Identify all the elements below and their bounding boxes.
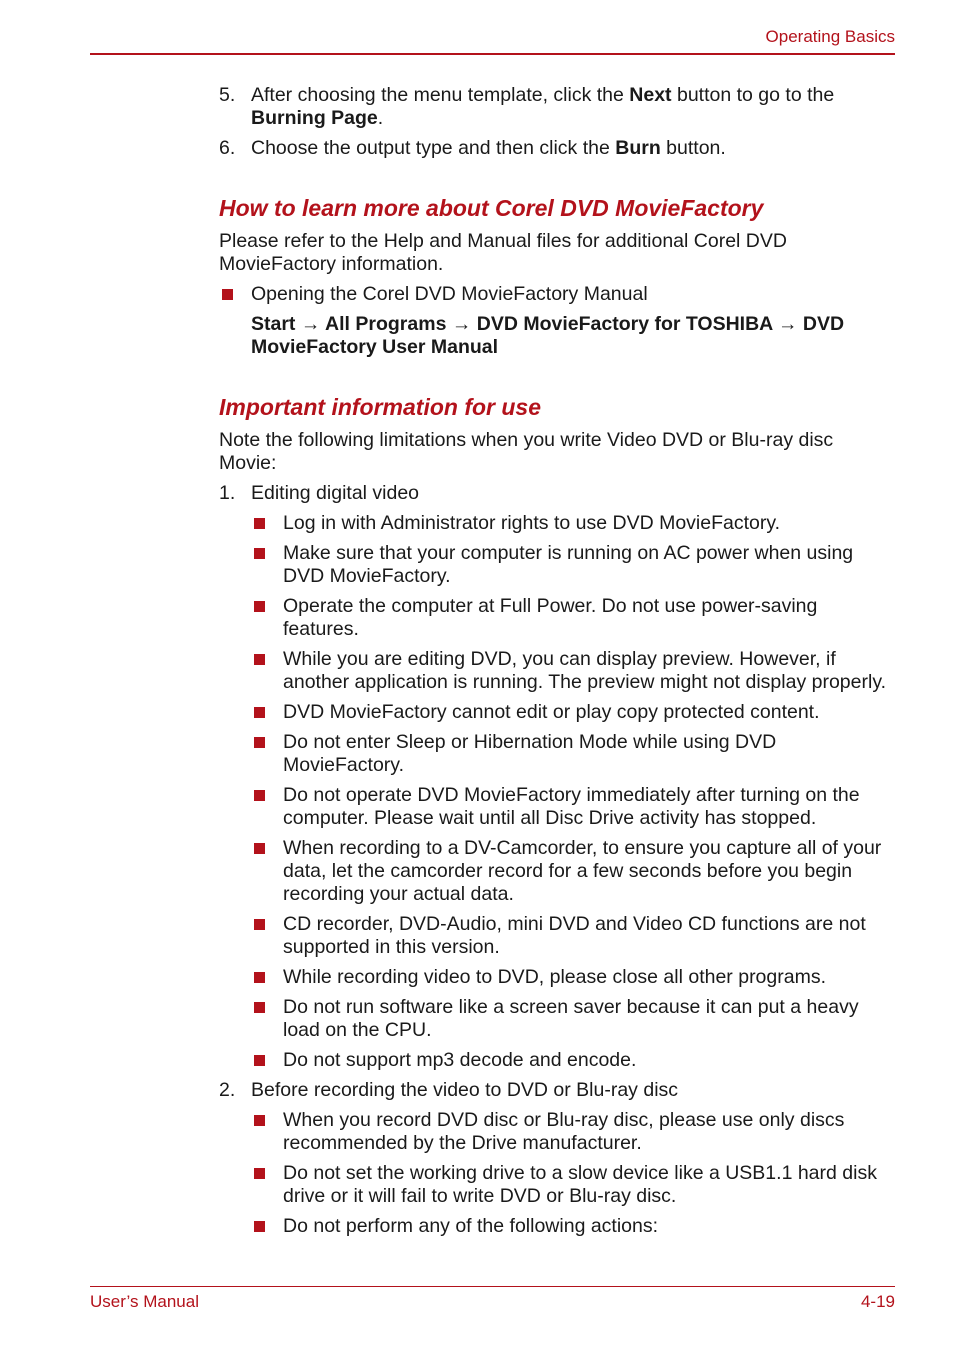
bullet-square-icon	[254, 1055, 265, 1066]
bullet-text: Do not enter Sleep or Hibernation Mode while using DVD MovieFactory.	[283, 731, 777, 776]
item-number: 1.	[219, 482, 236, 504]
bullet-text: Operate the computer at Full Power. Do not use power-saving features.	[283, 595, 818, 640]
sub-bullet	[219, 731, 895, 777]
bullet-text: CD recorder, DVD-Audio, mini DVD and Video CD functions are not supported in this version.	[283, 913, 866, 958]
section-heading-learn-more: How to learn more about Corel DVD MovieFactory	[219, 195, 764, 221]
bullet-square-icon	[254, 737, 265, 748]
section-intro: Please refer to the Help and Manual files for additional Corel DVD MovieFactory information.	[219, 230, 787, 275]
burning-page-ref: Burning Page	[251, 107, 378, 129]
bullet-text: Do not perform any of the following actions:	[283, 1215, 659, 1237]
bullet-square-icon	[254, 654, 265, 665]
sub-bullet	[219, 542, 895, 588]
bullet-text: Do not run software like a screen saver because it can put a heavy load on the CPU.	[283, 996, 859, 1041]
sub-bullet	[219, 1109, 895, 1155]
footer-manual-title: User’s Manual	[90, 1292, 199, 1311]
bullet-square-icon	[254, 518, 265, 529]
section-heading-important-info: Important information for use	[219, 394, 541, 420]
item-number: 2.	[219, 1079, 236, 1101]
bullet-square-icon	[254, 843, 265, 854]
bullet-square-icon	[254, 1221, 265, 1232]
bullet-item	[219, 283, 895, 306]
numbered-item-2	[219, 1079, 895, 1102]
bullet-square-icon	[254, 707, 265, 718]
step-text: Choose the output type and then click the	[251, 137, 616, 159]
sub-bullet	[219, 996, 895, 1042]
sub-bullet	[219, 784, 895, 830]
bullet-square-icon	[254, 972, 265, 983]
item-label: Before recording the video to DVD or Blu-ray disc	[251, 1079, 679, 1101]
bullet-square-icon	[254, 919, 265, 930]
sub-bullet	[219, 1215, 895, 1238]
sub-bullet	[219, 595, 895, 641]
bullet-text: Do not operate DVD MovieFactory immediately after turning on the computer. Please wait until all Disc Drive activity has stopped.	[283, 784, 860, 829]
sub-bullet	[219, 648, 895, 694]
bullet-text: While recording video to DVD, please close all other programs.	[283, 966, 827, 988]
sub-bullet	[219, 1162, 895, 1208]
bullet-text: When recording to a DV-Camcorder, to ensure you capture all of your data, let the camcorder record for a few seconds before you begin recording your actual data.	[283, 837, 882, 905]
step-text: button to go to the	[671, 84, 835, 106]
sub-bullet	[219, 837, 895, 906]
step-6	[219, 137, 895, 160]
bullet-square-icon	[254, 601, 265, 612]
step-text: .	[377, 107, 384, 129]
menu-path: Start → All Programs → DVD MovieFactory for TOSHIBA → DVD MovieFactory User Manual	[251, 313, 845, 358]
step-text: button.	[660, 137, 726, 159]
bullet-square-icon	[254, 1168, 265, 1179]
sub-bullet	[219, 512, 895, 535]
step-number: 6.	[219, 137, 236, 159]
step-number: 5.	[219, 84, 236, 106]
bullet-text: While you are editing DVD, you can display preview. However, if another application is running. The preview might not display properly.	[283, 648, 887, 693]
sub-bullet	[219, 701, 895, 724]
item-label: Editing digital video	[251, 482, 420, 504]
next-button-ref: Next	[629, 84, 672, 106]
bullet-text: Do not support mp3 decode and encode.	[283, 1049, 637, 1071]
bullet-text: DVD MovieFactory cannot edit or play copy protected content.	[283, 701, 820, 723]
section-intro: Note the following limitations when you write Video DVD or Blu-ray disc Movie:	[219, 429, 834, 474]
bullet-square-icon	[254, 790, 265, 801]
bullet-text: When you record DVD disc or Blu-ray disc, please use only discs recommended by the Drive manufacturer.	[283, 1109, 845, 1154]
page-number: 4-19	[860, 1292, 895, 1311]
sub-bullet	[219, 1049, 895, 1072]
bullet-square-icon	[222, 289, 233, 300]
sub-bullet	[219, 966, 895, 989]
footer-rule	[90, 1286, 895, 1287]
step-5	[219, 84, 895, 130]
bullet-square-icon	[254, 1115, 265, 1126]
bullet-text: Opening the Corel DVD MovieFactory Manual	[251, 283, 648, 305]
header-rule	[90, 53, 895, 55]
bullet-text: Make sure that your computer is running on AC power when using DVD MovieFactory.	[283, 542, 854, 587]
bullet-text: Do not set the working drive to a slow device like a USB1.1 hard disk drive or it will fail to write DVD or Blu-ray disc.	[283, 1162, 877, 1207]
burn-button-ref: Burn	[615, 137, 661, 159]
bullet-square-icon	[254, 548, 265, 559]
numbered-item-1	[219, 482, 895, 505]
bullet-square-icon	[254, 1002, 265, 1013]
sub-bullet	[219, 913, 895, 959]
step-text: After choosing the menu template, click the	[251, 84, 630, 106]
page-content	[219, 84, 895, 1245]
bullet-text: Log in with Administrator rights to use DVD MovieFactory.	[283, 512, 781, 534]
running-header: Operating Basics	[765, 27, 895, 46]
